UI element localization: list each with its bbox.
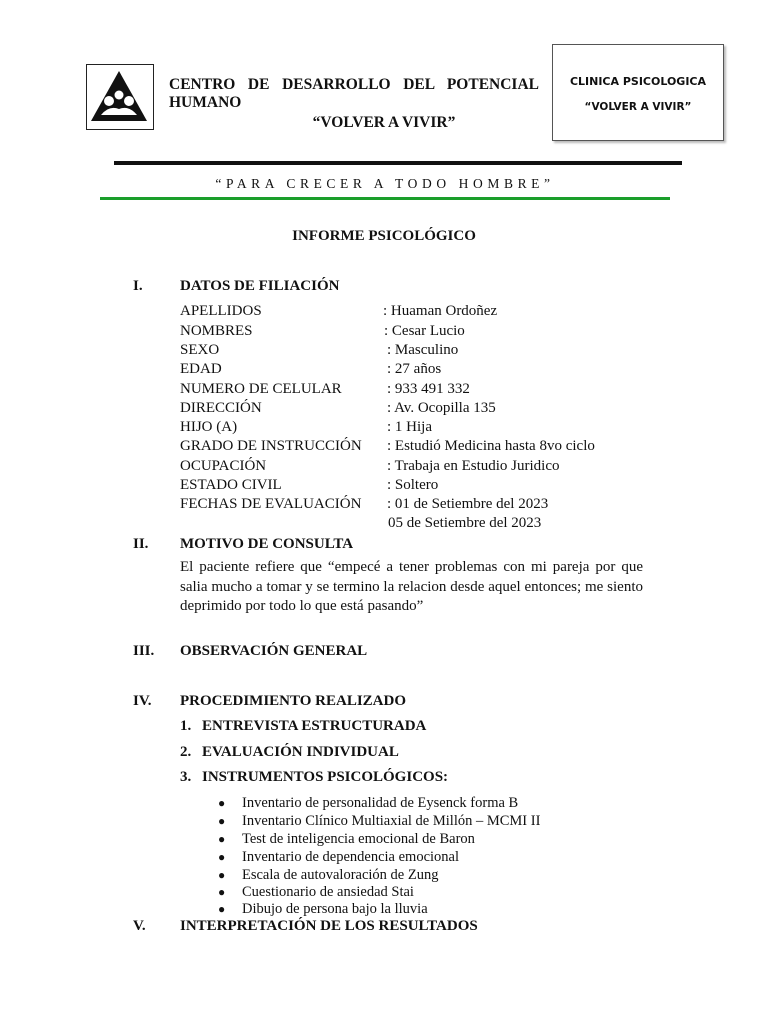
bullet-icon: ●: [218, 832, 226, 846]
field-label: EDAD: [180, 361, 222, 377]
field-value: : Trabaja en Estudio Juridico: [387, 458, 560, 474]
procedure-number: 2.: [180, 744, 192, 760]
field-fechas-evaluacion-2: 05 de Setiembre del 2023: [388, 515, 542, 531]
instrument-label: Test de inteligencia emocional de Baron: [242, 831, 475, 847]
field-value: : Av. Ocopilla 135: [387, 400, 496, 416]
section-number: II.: [133, 536, 149, 552]
field-fechas-evaluacion: [180, 496, 549, 513]
field-label: FECHAS DE EVALUACIÓN: [180, 496, 362, 512]
section-title: OBSERVACIÓN GENERAL: [180, 643, 368, 659]
field-label: NUMERO DE CELULAR: [180, 381, 342, 397]
procedure-label: EVALUACIÓN INDIVIDUAL: [202, 744, 399, 760]
field-label: NOMBRES: [180, 323, 253, 339]
list-item: [218, 795, 518, 812]
field-label: GRADO DE INSTRUCCIÓN: [180, 438, 362, 454]
list-item: [218, 867, 438, 884]
field-label: DIRECCIÓN: [180, 400, 262, 416]
section-title: DATOS DE FILIACIÓN: [180, 278, 340, 294]
section-number: V.: [133, 918, 146, 934]
field-value: : 1 Hija: [387, 419, 432, 435]
instrument-label: Inventario Clínico Multiaxial de Millón – MCMI II: [242, 813, 541, 829]
field-direccion: [180, 400, 496, 417]
instrument-label: Dibujo de persona bajo la lluvia: [242, 901, 428, 917]
list-item: [218, 849, 459, 866]
org-name-line2: HUMANO: [169, 94, 242, 111]
procedure-number: 3.: [180, 769, 192, 785]
field-label: OCUPACIÓN: [180, 458, 267, 474]
field-value: : Huaman Ordoñez: [383, 303, 498, 319]
procedure-item-2: [180, 744, 399, 761]
list-item: [218, 901, 428, 918]
field-apellidos: [180, 303, 498, 320]
clinic-name: CLINICA PSICOLOGICA: [569, 75, 707, 88]
field-label: HIJO (A): [180, 419, 238, 435]
field-hijo: [180, 419, 432, 436]
instrument-label: Inventario de personalidad de Eysenck forma B: [242, 795, 519, 811]
field-value: : 27 años: [387, 361, 442, 377]
section-number: I.: [133, 278, 143, 294]
header-divider-green: [100, 197, 670, 200]
instrument-label: Cuestionario de ansiedad Stai: [242, 884, 414, 900]
bullet-icon: ●: [218, 868, 226, 882]
procedure-number: 1.: [180, 718, 192, 734]
section-number: III.: [133, 643, 155, 659]
clinic-label-box: [552, 44, 724, 141]
field-value: : Soltero: [387, 477, 439, 493]
org-header: [169, 76, 539, 132]
field-value: : Estudió Medicina hasta 8vo ciclo: [387, 438, 595, 454]
org-motto: “VOLVER A VIVIR”: [312, 114, 456, 131]
clinic-motto: “VOLVER A VIVIR”: [584, 101, 692, 113]
section-number: IV.: [133, 693, 152, 709]
field-label: SEXO: [180, 342, 220, 358]
field-grado-instruccion: [180, 438, 595, 455]
field-value: : Masculino: [387, 342, 459, 358]
bullet-icon: ●: [218, 796, 226, 810]
section-title: PROCEDIMIENTO REALIZADO: [180, 693, 407, 709]
procedure-item-3: [180, 769, 448, 786]
instrument-label: Inventario de dependencia emocional: [242, 849, 459, 865]
center-logo: [86, 64, 154, 130]
field-value: : 933 491 332: [387, 381, 470, 397]
field-nombres: [180, 323, 465, 340]
slogan: “PARA CRECER A TODO HOMBRE”: [215, 176, 555, 191]
org-name-line1: CENTRO DE DESARROLLO DEL POTENCIAL: [169, 76, 539, 93]
instrument-label: Escala de autovaloración de Zung: [242, 867, 439, 883]
bullet-icon: ●: [218, 850, 226, 864]
list-item: [218, 831, 475, 848]
field-ocupacion: [180, 458, 560, 475]
field-label: APELLIDOS: [180, 303, 262, 319]
report-title: INFORME PSICOLÓGICO: [292, 228, 476, 244]
header-divider-black: [114, 161, 682, 165]
field-edad: [180, 361, 442, 378]
list-item: [218, 884, 414, 901]
field-label: ESTADO CIVIL: [180, 477, 282, 493]
section-title: MOTIVO DE CONSULTA: [180, 536, 354, 552]
section-title: INTERPRETACIÓN DE LOS RESULTADOS: [180, 918, 478, 934]
list-item: [218, 813, 540, 830]
field-value: : 01 de Setiembre del 2023: [387, 496, 549, 512]
field-value: : Cesar Lucio: [384, 323, 465, 339]
procedure-label: ENTREVISTA ESTRUCTURADA: [202, 718, 427, 734]
bullet-icon: ●: [218, 814, 226, 828]
bullet-icon: ●: [218, 885, 226, 899]
motivo-paragraph: El paciente refiere que “empecé a tener problemas con mi pareja por que salia mucho a tomar y se termino la relacion desde aquel entonces; me siento deprimido por todo lo que está pasando”: [180, 559, 643, 614]
field-sexo: [180, 342, 459, 359]
bullet-icon: ●: [218, 902, 226, 916]
procedure-label: INSTRUMENTOS PSICOLÓGICOS:: [202, 769, 449, 785]
field-estado-civil: [180, 477, 439, 494]
field-celular: [180, 381, 470, 398]
procedure-item-1: [180, 718, 426, 735]
